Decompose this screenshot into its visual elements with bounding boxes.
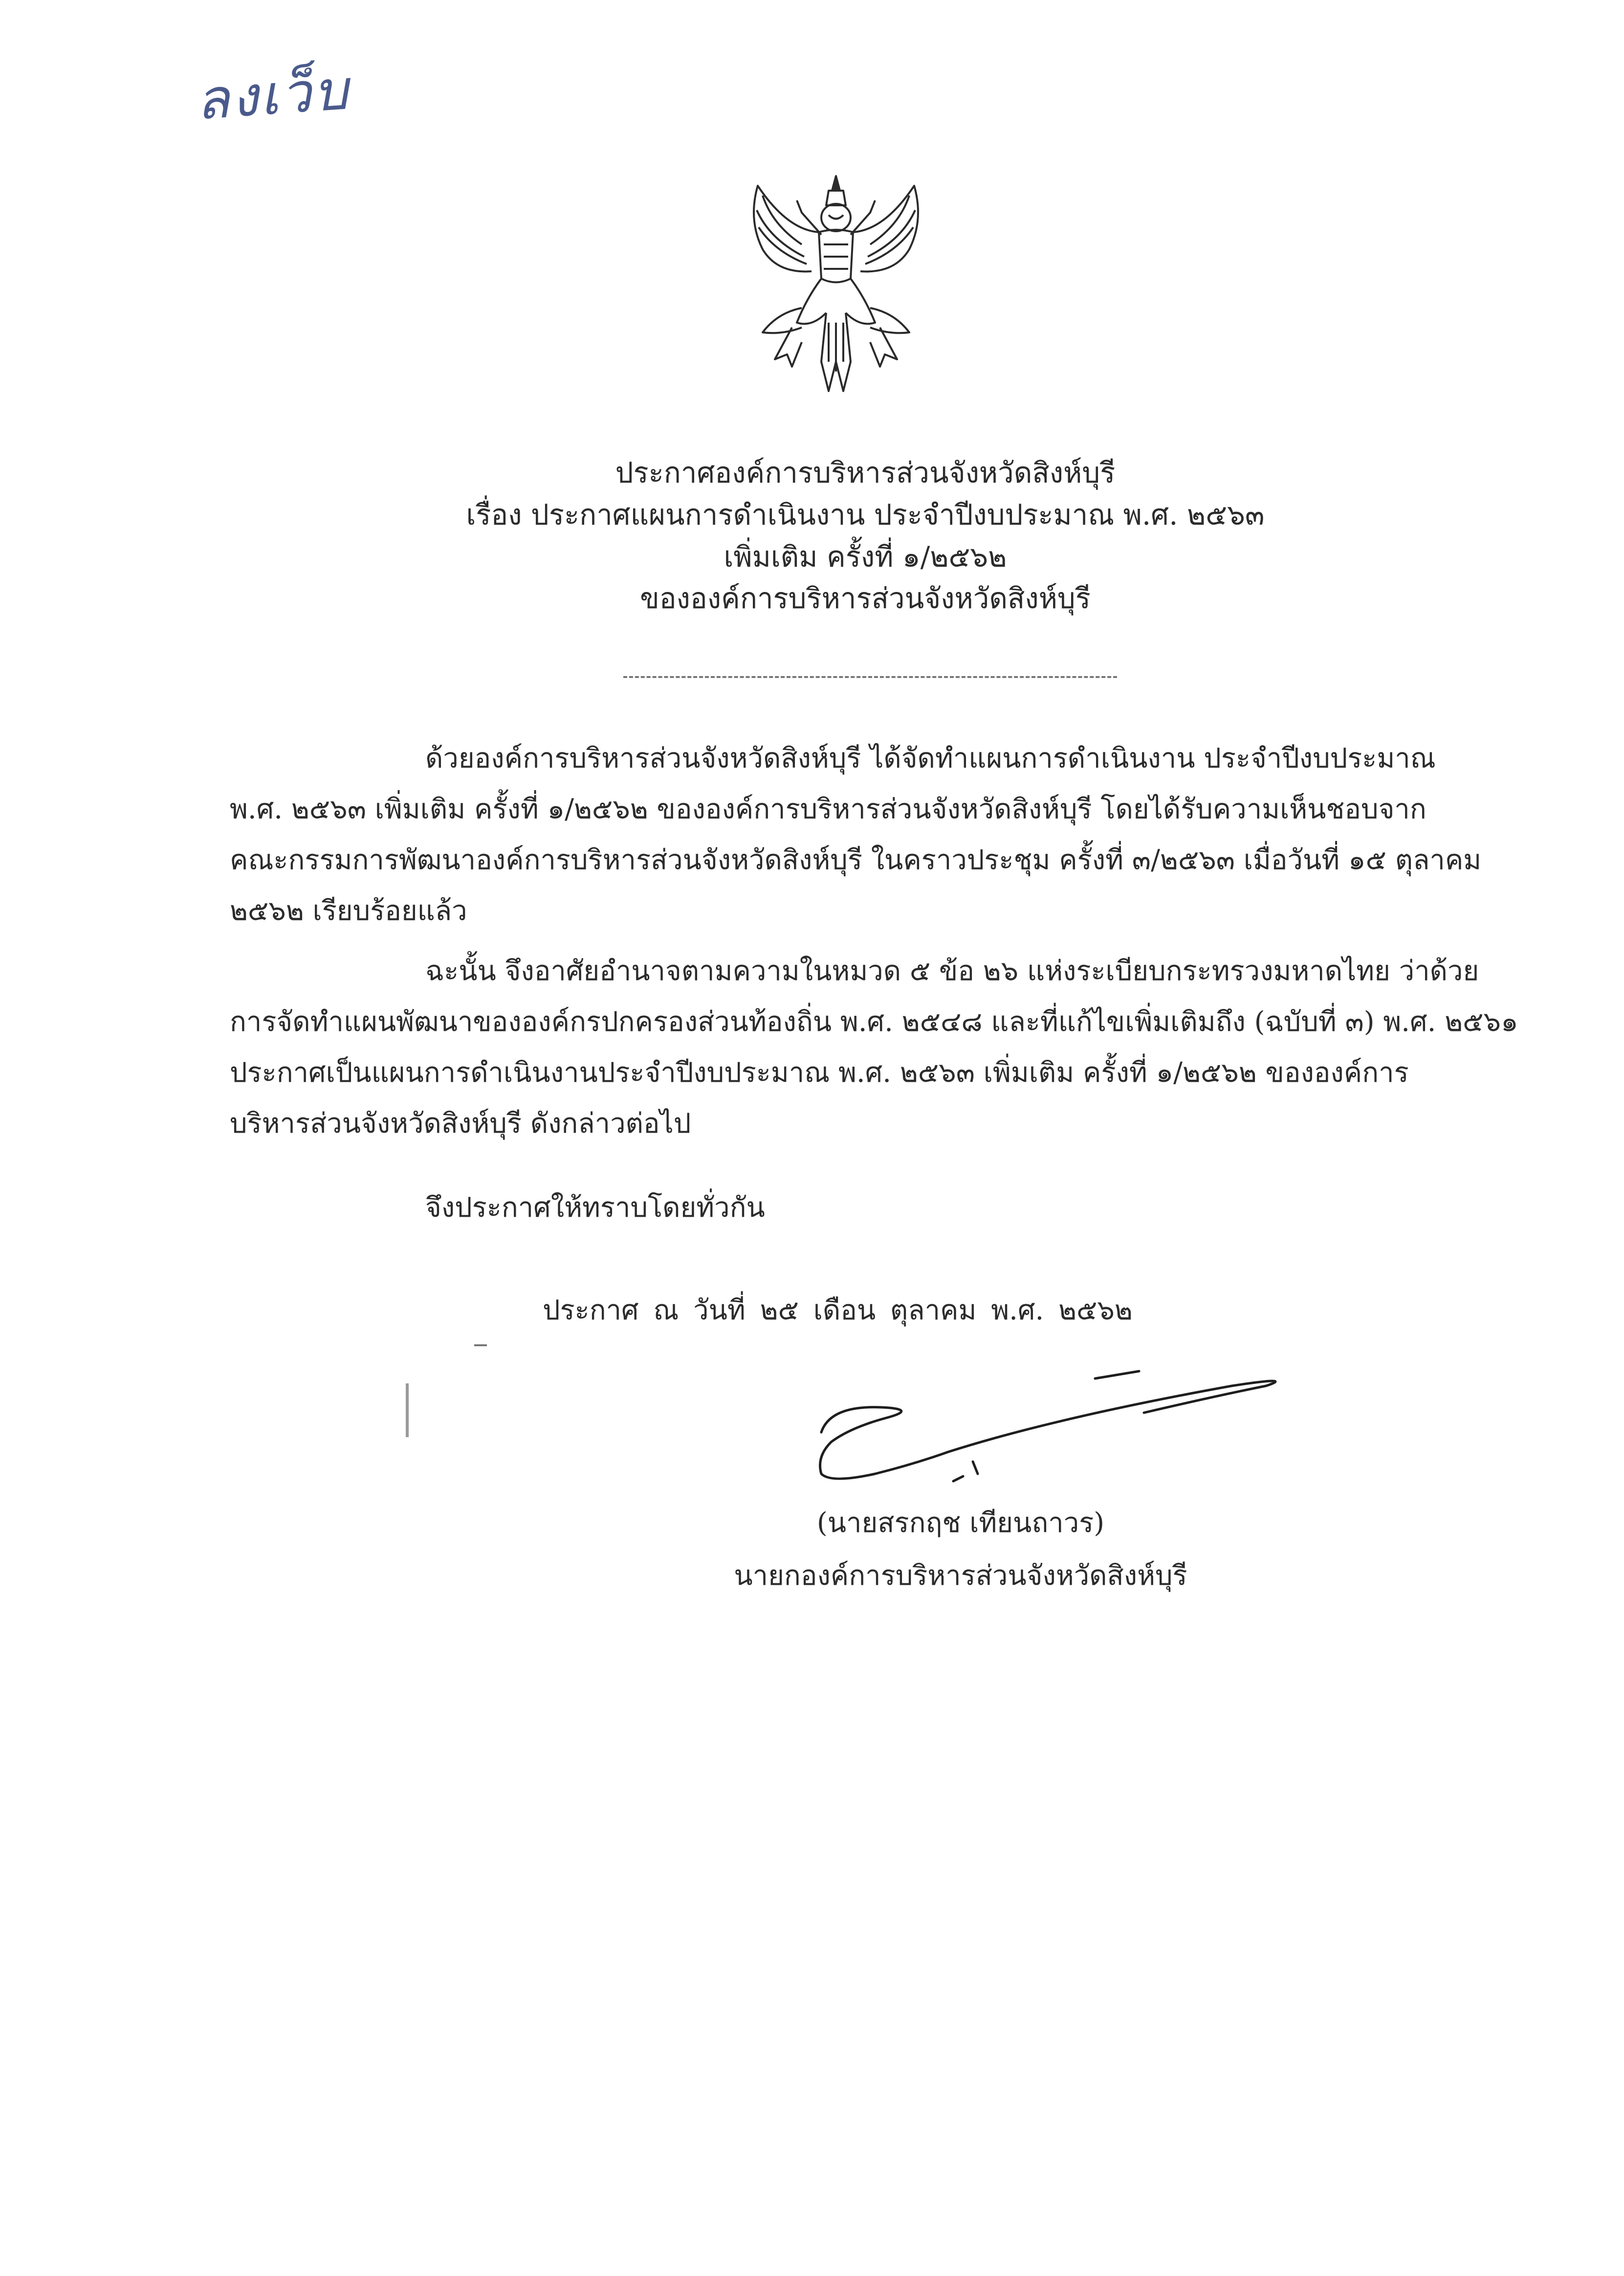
paragraph-line: พ.ศ. ๒๕๖๓ เพิ่มเติม ครั้งที่ ๑/๒๕๖๒ ขององค์การบริหารส่วนจังหวัดสิงห์บุรี โดยได้รับความเห็นชอบจาก [230, 793, 1426, 825]
issuer-title: ประกาศองค์การบริหารส่วนจังหวัดสิงห์บุรี [615, 456, 1116, 489]
subject-addendum: เพิ่มเติม ครั้งที่ ๑/๒๕๖๒ [724, 540, 1007, 573]
announcement-date: ประกาศ ณ วันที่ ๒๕ เดือน ตุลาคม พ.ศ. ๒๕๖๒ [543, 1294, 1133, 1326]
paragraph-line: บริหารส่วนจังหวัดสิงห์บุรี ดังกล่าวต่อไป [230, 1108, 691, 1139]
paragraph-line: ๒๕๖๒ เรียบร้อยแล้ว [230, 895, 467, 927]
closing-statement: จึงประกาศให้ทราบโดยทั่วกัน [425, 1192, 765, 1224]
announcement-header [293, 452, 1437, 620]
signatory-title: นายกองค์การบริหารส่วนจังหวัดสิงห์บุรี [734, 1560, 1187, 1592]
paragraph-line: การจัดทำแผนพัฒนาขององค์กรปกครองส่วนท้องถิ่น พ.ศ. ๒๕๔๘ และที่แก้ไขเพิ่มเติมถึง (ฉบับที่ ๓) พ.ศ. ๒๕๖๑ [230, 1006, 1518, 1038]
scan-mark [406, 1383, 409, 1437]
handwritten-signature [802, 1359, 1300, 1491]
header-divider [623, 676, 1117, 678]
handwritten-note: ลงเว็บ [193, 58, 352, 132]
body-paragraph-2 [230, 946, 1518, 1149]
paragraph-line: คณะกรรมการพัฒนาองค์การบริหารส่วนจังหวัดสิงห์บุรี ในคราวประชุม ครั้งที่ ๓/๒๕๖๓ เมื่อวันที่ ๑๕ ตุลาคม [230, 844, 1482, 876]
subject-line: เรื่อง ประกาศแผนการดำเนินงาน ประจำปีงบประมาณ พ.ศ. ๒๕๖๓ [466, 498, 1265, 531]
paragraph-line: ฉะนั้น จึงอาศัยอำนาจตามความในหมวด ๕ ข้อ ๒๖ แห่งระเบียบกระทรวงมหาดไทย ว่าด้วย [425, 955, 1479, 987]
subject-owner: ขององค์การบริหารส่วนจังหวัดสิงห์บุรี [640, 582, 1091, 615]
garuda-emblem [728, 166, 944, 401]
body-paragraph-1 [230, 733, 1496, 937]
paragraph-line: ประกาศเป็นแผนการดำเนินงานประจำปีงบประมาณ พ.ศ. ๒๕๖๓ เพิ่มเติม ครั้งที่ ๑/๒๕๖๒ ขององค์การ [230, 1057, 1409, 1089]
signatory-name: (นายสรกฤช เทียนถาวร) [816, 1507, 1105, 1539]
paragraph-line: ด้วยองค์การบริหารส่วนจังหวัดสิงห์บุรี ได้จัดทำแผนการดำเนินงาน ประจำปีงบประมาณ [425, 743, 1436, 774]
scan-mark [474, 1344, 487, 1346]
